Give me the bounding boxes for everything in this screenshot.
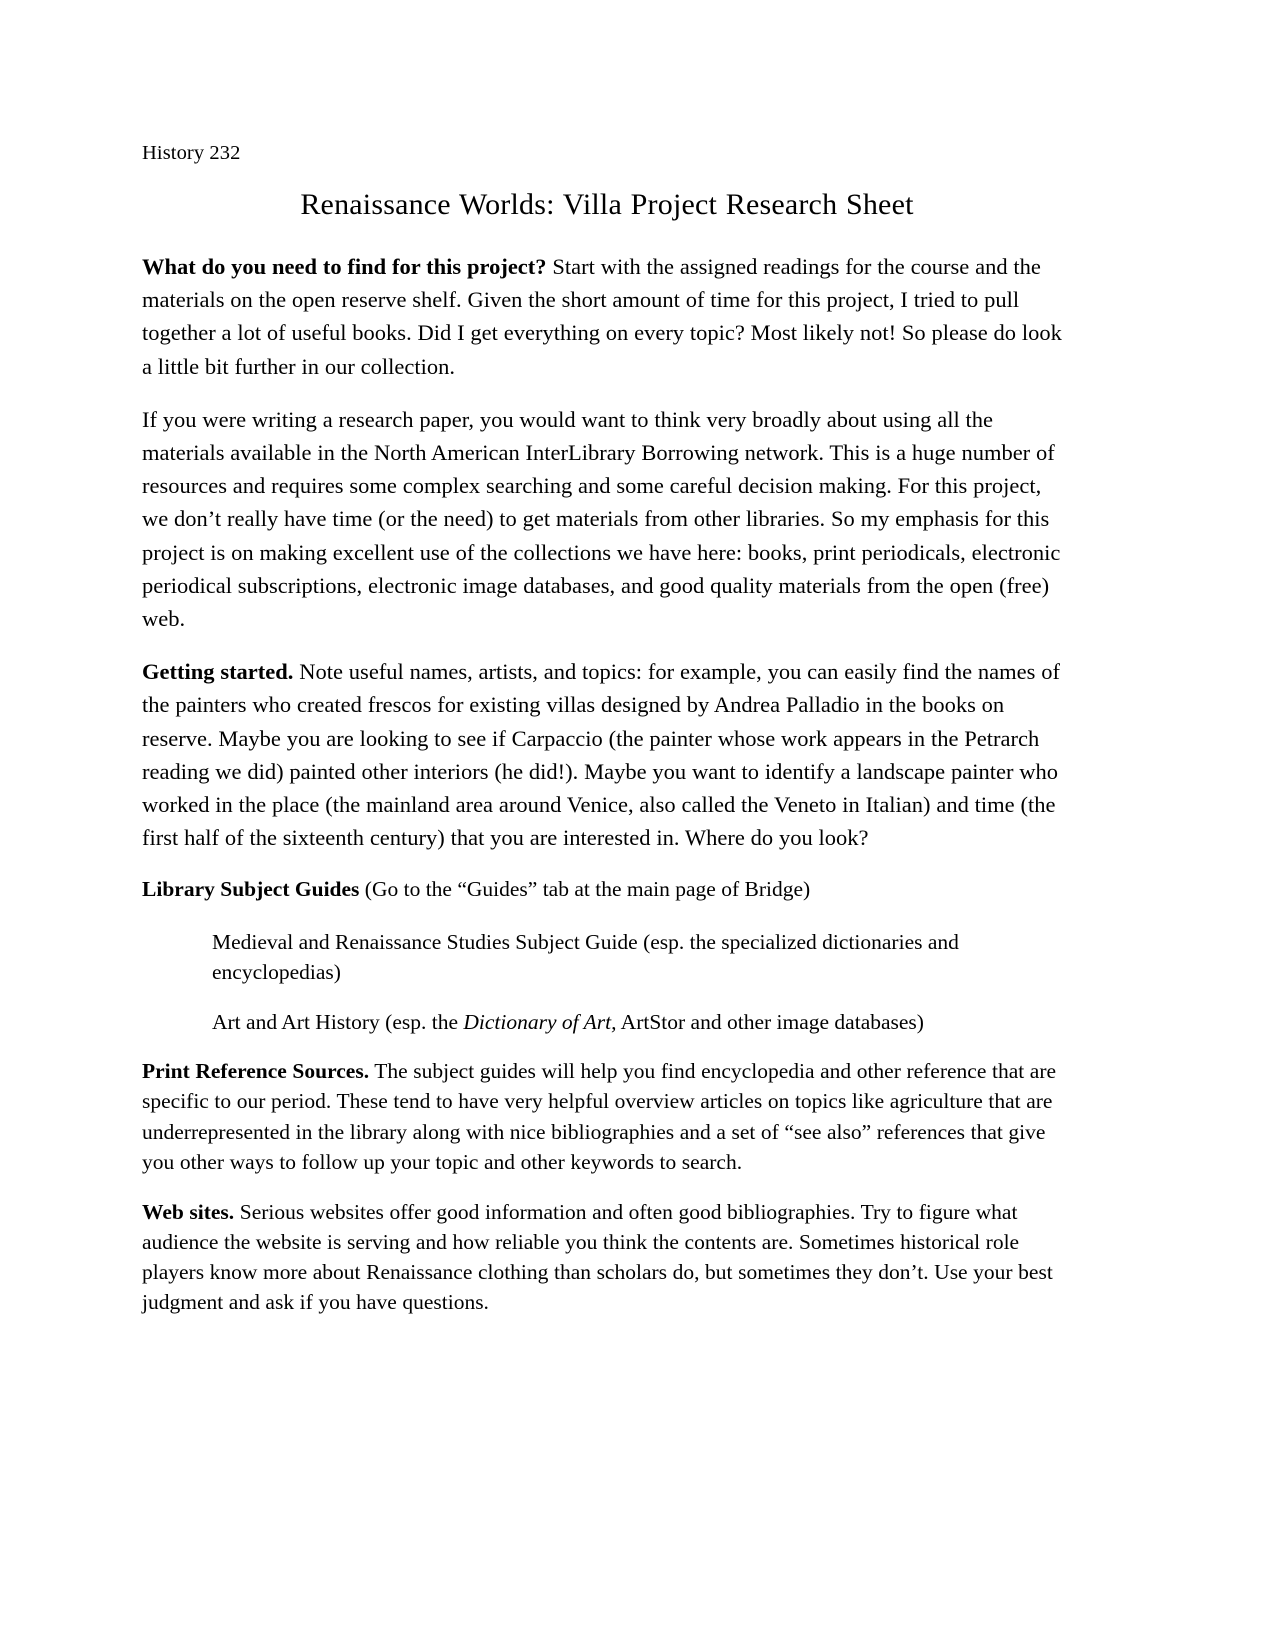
subject-guide-item-art-history-prefix: Art and Art History (esp. the — [212, 1009, 464, 1034]
course-code: History 232 — [142, 142, 241, 164]
paragraph-research-paper: If you were writing a research paper, you would want to think very broadly about using all the materials available in the North American InterLibrary Borrowing network. This is a huge number of resources and requires some complex searching and some careful decision making. For this project, we don’t really have time (or the need) to get materials from other libraries. So my emphasis for this project is on making excellent use of the collections we have here: books, print periodicals, electronic periodical subscriptions, electronic image databases, and good quality materials from the open (free) web. — [142, 406, 1061, 631]
paragraph-lead-getting-started: Getting started. — [142, 659, 294, 685]
paragraph-lead-what-to-find: What do you need to find for this project? — [142, 254, 547, 280]
subject-guide-item-medieval-renaissance: Medieval and Renaissance Studies Subject Guide (esp. the specialized dictionaries and encyclopedias) — [212, 929, 959, 985]
paragraph-text-web-sites: Serious websites offer good information and often good bibliographies. Try to figure what audience the website is serving and how reliable you think the contents are. Sometimes historical role players know more about Renaissance clothing than scholars do, but sometimes they don’t. Use your best judgment and ask if you have questions. — [142, 1199, 1053, 1314]
paragraph-lead-web-sites: Web sites. — [142, 1199, 235, 1224]
subject-guide-list — [142, 927, 1072, 1038]
paragraph-library-subject-guides — [142, 874, 1072, 905]
page-title: Renaissance Worlds: Villa Project Research Sheet — [300, 187, 914, 221]
paragraph-text-library-subject-guides: (Go to the “Guides” tab at the main page of Bridge) — [359, 877, 811, 902]
subject-guide-item-art-history-suffix: ArtStor and other image databases) — [616, 1009, 924, 1034]
dictionary-of-art-title: Dictionary of Art, — [463, 1009, 617, 1034]
document-body — [142, 140, 1072, 1337]
paragraph-lead-print-reference-sources: Print Reference Sources. — [142, 1059, 370, 1084]
subject-guide-item-art-history — [142, 1007, 1072, 1038]
paragraph-text-getting-started: Note useful names, artists, and topics: for example, you can easily find the names of the painters who created frescos for existing villas designed by Andrea Palladio in the books on reserve. Maybe you are looking to see if Carpaccio (the painter whose work appears in the Petrarch reading we did) painted other interiors (he did!). Maybe you want to identify a landscape painter who worked in the place (the mainland area around Venice, also called the Veneto in Italian) and time (the first half of the sixteenth century) that you are interested in. Where do you look? — [142, 659, 1060, 851]
paragraph-web-sites — [142, 1197, 1072, 1317]
paragraph-getting-started — [142, 655, 1072, 854]
paragraph-print-reference-sources — [142, 1056, 1072, 1176]
paragraph-text-print-reference-sources: The subject guides will help you find encyclopedia and other reference that are specific to our period. These tend to have very helpful overview articles on topics like agriculture that are underrepresented in the library along with nice bibliographies and a set of “see also” references that give you other ways to follow up your topic and other keywords to search. — [142, 1059, 1057, 1174]
paragraph-what-to-find — [142, 250, 1072, 383]
paragraph-lead-library-subject-guides: Library Subject Guides — [142, 877, 360, 902]
paragraph-text-what-to-find: Start with the assigned readings for the course and the materials on the open reserve shelf. Given the short amount of time for this project, I tried to pull together a lot of useful books. Did I get everything on every topic? Most likely not! So please do look a little bit further in our collection. — [142, 254, 1062, 379]
